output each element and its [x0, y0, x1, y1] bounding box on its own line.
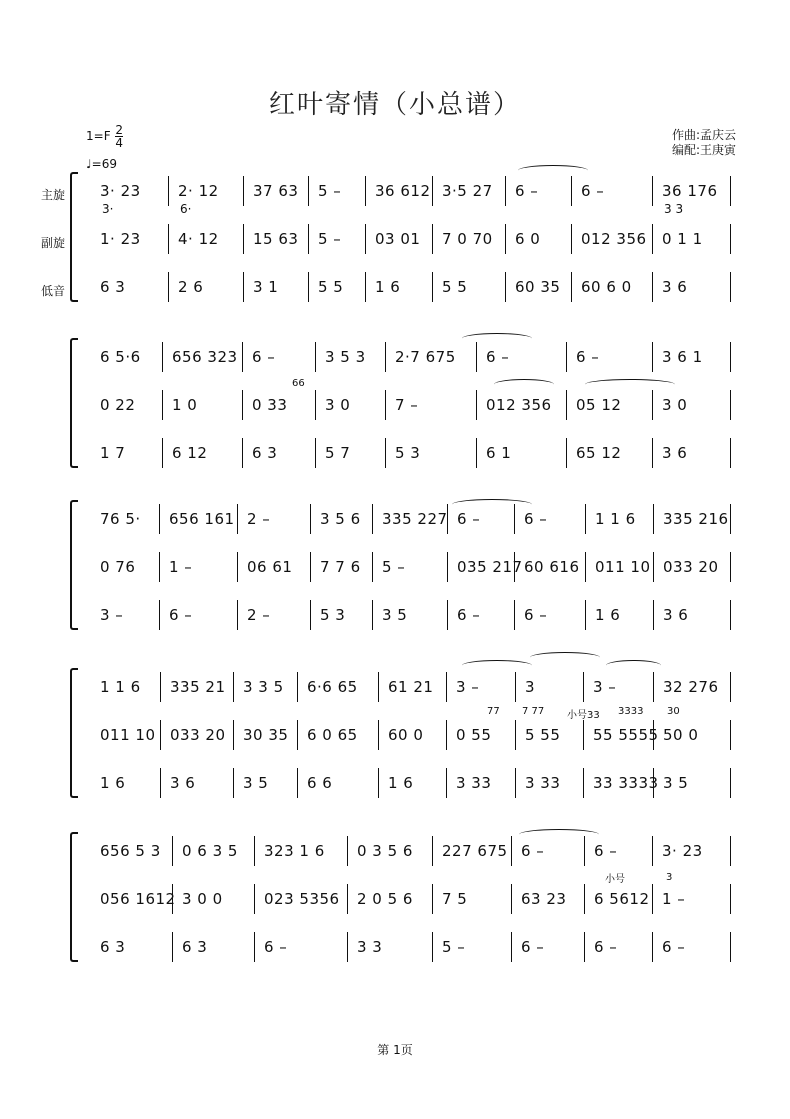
- barline: [243, 272, 244, 302]
- barline: [160, 672, 161, 702]
- barline: [172, 836, 173, 866]
- system-2: [70, 338, 735, 470]
- measure-notes: 3 33: [525, 774, 561, 792]
- measure-notes: 0 22: [100, 396, 136, 414]
- measure-notes: 3 5: [663, 774, 689, 792]
- measure-notes: 1 6: [375, 278, 401, 296]
- barline: [515, 768, 516, 798]
- barline-end: [730, 504, 731, 534]
- measure-notes: 5 5: [318, 278, 344, 296]
- barline: [566, 438, 567, 468]
- barline: [505, 176, 506, 206]
- annotation: 30: [667, 706, 680, 717]
- barline: [162, 438, 163, 468]
- measure-notes: 0 6 3 5: [182, 842, 238, 860]
- annotation: 小号: [605, 874, 625, 885]
- measure-notes: 37 63: [253, 182, 299, 200]
- barline: [653, 504, 654, 534]
- barline: [365, 224, 366, 254]
- measure-notes: 0 33: [252, 396, 288, 414]
- barline: [511, 884, 512, 914]
- measure-notes: 011 10: [595, 558, 651, 576]
- barline: [160, 768, 161, 798]
- measure-notes: 3 –: [100, 606, 124, 624]
- measure-notes: 1 –: [662, 890, 686, 908]
- barline-end: [730, 600, 731, 630]
- measure-notes: 011 10: [100, 726, 156, 744]
- measure-notes: 656 5 3: [100, 842, 161, 860]
- measure-notes: 3· 23: [100, 182, 141, 200]
- system-bracket: [70, 172, 78, 302]
- barline: [168, 224, 169, 254]
- barline-end: [730, 390, 731, 420]
- measure-notes: 60 0: [388, 726, 424, 744]
- measure-notes: 3· 23: [662, 842, 703, 860]
- measure-notes: 3 3 5: [243, 678, 284, 696]
- measure-notes: 3 33: [456, 774, 492, 792]
- measure-notes: 5 5: [442, 278, 468, 296]
- tie-curve: [462, 333, 532, 344]
- barline: [385, 390, 386, 420]
- measure-notes: 2 6: [178, 278, 204, 296]
- barline: [159, 600, 160, 630]
- annotation: 77: [487, 706, 500, 717]
- measure-notes: 6 0 65: [307, 726, 358, 744]
- barline: [385, 438, 386, 468]
- barline: [511, 836, 512, 866]
- measure-notes: 6 –: [264, 938, 288, 956]
- measure-notes: 5 –: [318, 182, 342, 200]
- measure-notes: 36 176: [662, 182, 718, 200]
- measure-notes: 60 35: [515, 278, 561, 296]
- measure-notes: 36 612: [375, 182, 431, 200]
- system-5: [70, 832, 735, 964]
- measure-notes: 60 616: [524, 558, 580, 576]
- barline: [652, 224, 653, 254]
- barline: [515, 720, 516, 750]
- barline: [432, 224, 433, 254]
- barline: [566, 390, 567, 420]
- measure-notes: 63 23: [521, 890, 567, 908]
- measure-notes: 32 276: [663, 678, 719, 696]
- credits: [672, 128, 736, 158]
- measure-notes: 3 –: [593, 678, 617, 696]
- barline: [233, 672, 234, 702]
- barline: [652, 836, 653, 866]
- measure-notes: 6 –: [594, 842, 618, 860]
- barline: [308, 176, 309, 206]
- barline: [254, 932, 255, 962]
- barline: [297, 672, 298, 702]
- measure-notes: 6 12: [172, 444, 208, 462]
- barline: [237, 504, 238, 534]
- tie-curve: [606, 660, 661, 671]
- measure-notes: 6 –: [521, 938, 545, 956]
- barline: [159, 552, 160, 582]
- system-bracket: [70, 338, 78, 468]
- barline: [347, 932, 348, 962]
- measure-notes: 6 –: [594, 938, 618, 956]
- barline: [315, 438, 316, 468]
- measure-notes: 0 1 1: [662, 230, 703, 248]
- measure-notes: 1 –: [169, 558, 193, 576]
- barline: [385, 342, 386, 372]
- measure-notes: 1 7: [100, 444, 126, 462]
- composer: 作曲:孟庆云: [672, 128, 737, 142]
- measure-notes: 6 0: [515, 230, 541, 248]
- barline: [652, 272, 653, 302]
- barline: [585, 504, 586, 534]
- barline: [159, 504, 160, 534]
- measure-notes: 3 6: [662, 444, 688, 462]
- measure-notes: 3 0: [662, 396, 688, 414]
- barline: [315, 390, 316, 420]
- measure-notes: 335 21: [170, 678, 226, 696]
- measure-notes: 1 6: [100, 774, 126, 792]
- measure-notes: 5 3: [395, 444, 421, 462]
- measure-notes: 3: [525, 678, 536, 696]
- barline: [315, 342, 316, 372]
- measure-notes: 2 0 5 6: [357, 890, 413, 908]
- barline: [446, 672, 447, 702]
- annotation: 3: [666, 872, 673, 883]
- barline: [162, 342, 163, 372]
- tempo-marking: ♩=69: [86, 157, 117, 171]
- barline-end: [730, 272, 731, 302]
- measure-notes: 2· 12: [178, 182, 219, 200]
- barline: [652, 176, 653, 206]
- barline: [347, 884, 348, 914]
- barline: [585, 552, 586, 582]
- measure-notes: 6 5612: [594, 890, 650, 908]
- barline: [583, 720, 584, 750]
- barline: [505, 224, 506, 254]
- time-sig-numerator: 2: [115, 123, 124, 137]
- barline: [571, 176, 572, 206]
- measure-notes: 227 675: [442, 842, 508, 860]
- measure-notes: 55 5555: [593, 726, 659, 744]
- measure-notes: 50 0: [663, 726, 699, 744]
- measure-notes: 3 0: [325, 396, 351, 414]
- tie-curve: [585, 379, 675, 390]
- barline: [653, 552, 654, 582]
- barline: [446, 768, 447, 798]
- barline: [583, 768, 584, 798]
- measure-notes: 012 356: [581, 230, 647, 248]
- measure-notes: 335 227: [382, 510, 448, 528]
- barline: [432, 884, 433, 914]
- barline-end: [730, 884, 731, 914]
- barline: [297, 768, 298, 798]
- measure-notes: 323 1 6: [264, 842, 325, 860]
- measure-notes: 60 6 0: [581, 278, 632, 296]
- barline: [476, 390, 477, 420]
- barline-end: [730, 552, 731, 582]
- barline: [242, 390, 243, 420]
- barline: [584, 932, 585, 962]
- key-signature: [86, 124, 123, 149]
- barline: [584, 884, 585, 914]
- measure-notes: 656 161: [169, 510, 235, 528]
- barline: [432, 272, 433, 302]
- measure-notes: 3 6: [663, 606, 689, 624]
- barline: [511, 932, 512, 962]
- measure-notes: 5 3: [320, 606, 346, 624]
- measure-notes: 056 1612: [100, 890, 176, 908]
- barline: [172, 932, 173, 962]
- page-number: 第 1页: [377, 1043, 413, 1057]
- barline: [237, 552, 238, 582]
- barline: [310, 552, 311, 582]
- barline: [308, 224, 309, 254]
- measure-notes: 33 3333: [593, 774, 659, 792]
- barline: [378, 672, 379, 702]
- tie-curve: [519, 829, 599, 840]
- measure-notes: 3 5: [382, 606, 408, 624]
- measure-notes: 1 1 6: [100, 678, 141, 696]
- measure-notes: 2·7 675: [395, 348, 456, 366]
- tie-curve: [518, 165, 588, 176]
- measure-notes: 5 –: [442, 938, 466, 956]
- system-1: [70, 172, 735, 304]
- barline: [297, 720, 298, 750]
- barline: [372, 504, 373, 534]
- barline: [347, 836, 348, 866]
- tie-curve: [494, 379, 554, 390]
- measure-notes: 6 –: [486, 348, 510, 366]
- measure-notes: 06 61: [247, 558, 293, 576]
- measure-notes: 5 7: [325, 444, 351, 462]
- barline: [476, 342, 477, 372]
- barline: [566, 342, 567, 372]
- measure-notes: 6 1: [486, 444, 512, 462]
- measure-notes: 0 76: [100, 558, 136, 576]
- part-label-bass: 低音: [41, 284, 66, 298]
- barline: [242, 342, 243, 372]
- measure-notes: 05 12: [576, 396, 622, 414]
- measure-notes: 6 –: [457, 510, 481, 528]
- barline: [447, 600, 448, 630]
- measure-notes: 61 21: [388, 678, 434, 696]
- barline: [652, 884, 653, 914]
- measure-notes: 0 55: [456, 726, 492, 744]
- measure-notes: 335 216: [663, 510, 729, 528]
- barline-end: [730, 768, 731, 798]
- barline: [168, 272, 169, 302]
- measure-notes: 033 20: [663, 558, 719, 576]
- measure-notes: 2 –: [247, 510, 271, 528]
- measure-notes: 3 3: [357, 938, 383, 956]
- tie-curve: [530, 652, 600, 663]
- lower-voice-notes: 3 3: [664, 202, 684, 216]
- system-bracket: [70, 500, 78, 630]
- barline-end: [730, 836, 731, 866]
- barline: [254, 836, 255, 866]
- annotation: 小号33: [567, 710, 600, 721]
- barline-end: [730, 720, 731, 750]
- barline-end: [730, 438, 731, 468]
- barline: [447, 552, 448, 582]
- barline: [584, 836, 585, 866]
- measure-notes: 6 –: [524, 510, 548, 528]
- barline: [233, 720, 234, 750]
- measure-notes: 6 –: [662, 938, 686, 956]
- system-4: [70, 668, 735, 800]
- barline: [505, 272, 506, 302]
- barline: [446, 720, 447, 750]
- time-sig-denominator: 4: [115, 136, 124, 150]
- measure-notes: 1 6: [595, 606, 621, 624]
- measure-notes: 6 –: [581, 182, 605, 200]
- measure-notes: 6 3: [100, 938, 126, 956]
- measure-notes: 6 –: [169, 606, 193, 624]
- measure-notes: 3 5 3: [325, 348, 366, 366]
- annotation: 3333: [618, 706, 644, 717]
- measure-notes: 03 01: [375, 230, 421, 248]
- barline: [432, 836, 433, 866]
- measure-notes: 6 –: [521, 842, 545, 860]
- measure-notes: 1 6: [388, 774, 414, 792]
- measure-notes: 3 5: [243, 774, 269, 792]
- barline: [237, 600, 238, 630]
- measure-notes: 1· 23: [100, 230, 141, 248]
- barline: [652, 390, 653, 420]
- barline: [162, 390, 163, 420]
- measure-notes: 5 –: [318, 230, 342, 248]
- barline: [372, 600, 373, 630]
- system-bracket: [70, 832, 78, 962]
- measure-notes: 65 12: [576, 444, 622, 462]
- measure-notes: 0 3 5 6: [357, 842, 413, 860]
- barline: [308, 272, 309, 302]
- part-label-main: 主旋: [41, 188, 66, 202]
- barline: [372, 552, 373, 582]
- barline: [652, 438, 653, 468]
- measure-notes: 012 356: [486, 396, 552, 414]
- barline: [585, 600, 586, 630]
- barline: [476, 438, 477, 468]
- barline: [432, 932, 433, 962]
- key-label: 1=F: [86, 129, 111, 143]
- measure-notes: 7 5: [442, 890, 468, 908]
- measure-notes: 4· 12: [178, 230, 219, 248]
- barline: [378, 768, 379, 798]
- measure-notes: 3 5 6: [320, 510, 361, 528]
- barline: [310, 504, 311, 534]
- barline: [652, 342, 653, 372]
- barline: [160, 720, 161, 750]
- barline: [571, 272, 572, 302]
- barline-end: [730, 672, 731, 702]
- annotation: 66: [292, 378, 305, 389]
- barline: [365, 176, 366, 206]
- annotation: 7 77: [522, 706, 545, 717]
- measure-notes: 5 –: [382, 558, 406, 576]
- barline: [515, 672, 516, 702]
- measure-notes: 6 6: [307, 774, 333, 792]
- page-title: 红叶寄情（小总谱）: [268, 90, 521, 120]
- barline: [432, 176, 433, 206]
- measure-notes: 6 3: [252, 444, 278, 462]
- system-3: [70, 500, 735, 632]
- measure-notes: 6 –: [524, 606, 548, 624]
- measure-notes: 023 5356: [264, 890, 340, 908]
- measure-notes: 2 –: [247, 606, 271, 624]
- measure-notes: 3 1: [253, 278, 279, 296]
- measure-notes: 035 217: [457, 558, 523, 576]
- measure-notes: 6 3: [100, 278, 126, 296]
- barline: [254, 884, 255, 914]
- measure-notes: 7 7 6: [320, 558, 361, 576]
- measure-notes: 1 1 6: [595, 510, 636, 528]
- measure-notes: 033 20: [170, 726, 226, 744]
- measure-notes: 3 0 0: [182, 890, 223, 908]
- lower-voice-notes: 3·: [102, 202, 114, 216]
- measure-notes: 3·5 27: [442, 182, 493, 200]
- barline: [243, 176, 244, 206]
- measure-notes: 3 6 1: [662, 348, 703, 366]
- barline: [233, 768, 234, 798]
- barline-end: [730, 224, 731, 254]
- measure-notes: 6·6 65: [307, 678, 358, 696]
- arranger: 编配:王庚寅: [672, 143, 737, 157]
- measure-notes: 3 6: [170, 774, 196, 792]
- barline: [378, 720, 379, 750]
- part-label-counter: 副旋: [41, 236, 66, 250]
- tie-curve: [462, 660, 532, 671]
- barline: [242, 438, 243, 468]
- measure-notes: 30 35: [243, 726, 289, 744]
- measure-notes: 3 6: [662, 278, 688, 296]
- measure-notes: 15 63: [253, 230, 299, 248]
- barline: [514, 600, 515, 630]
- barline-end: [730, 932, 731, 962]
- barline: [365, 272, 366, 302]
- barline-end: [730, 176, 731, 206]
- measure-notes: 6 3: [182, 938, 208, 956]
- measure-notes: 3 –: [456, 678, 480, 696]
- barline: [168, 176, 169, 206]
- measure-notes: 656 323: [172, 348, 238, 366]
- barline: [652, 932, 653, 962]
- barline: [571, 224, 572, 254]
- measure-notes: 6 –: [515, 182, 539, 200]
- barline-end: [730, 342, 731, 372]
- measure-notes: 6 –: [252, 348, 276, 366]
- measure-notes: 6 –: [576, 348, 600, 366]
- measure-notes: 7 0 70: [442, 230, 493, 248]
- measure-notes: 7 –: [395, 396, 419, 414]
- measure-notes: 1 0: [172, 396, 198, 414]
- tie-curve: [452, 499, 532, 510]
- barline: [583, 672, 584, 702]
- barline: [310, 600, 311, 630]
- system-bracket: [70, 668, 78, 798]
- lower-voice-notes: 6·: [180, 202, 192, 216]
- measure-notes: 76 5·: [100, 510, 141, 528]
- measure-notes: 5 55: [525, 726, 561, 744]
- barline: [653, 672, 654, 702]
- barline: [653, 600, 654, 630]
- barline: [243, 224, 244, 254]
- measure-notes: 6 –: [457, 606, 481, 624]
- measure-notes: 6 5·6: [100, 348, 141, 366]
